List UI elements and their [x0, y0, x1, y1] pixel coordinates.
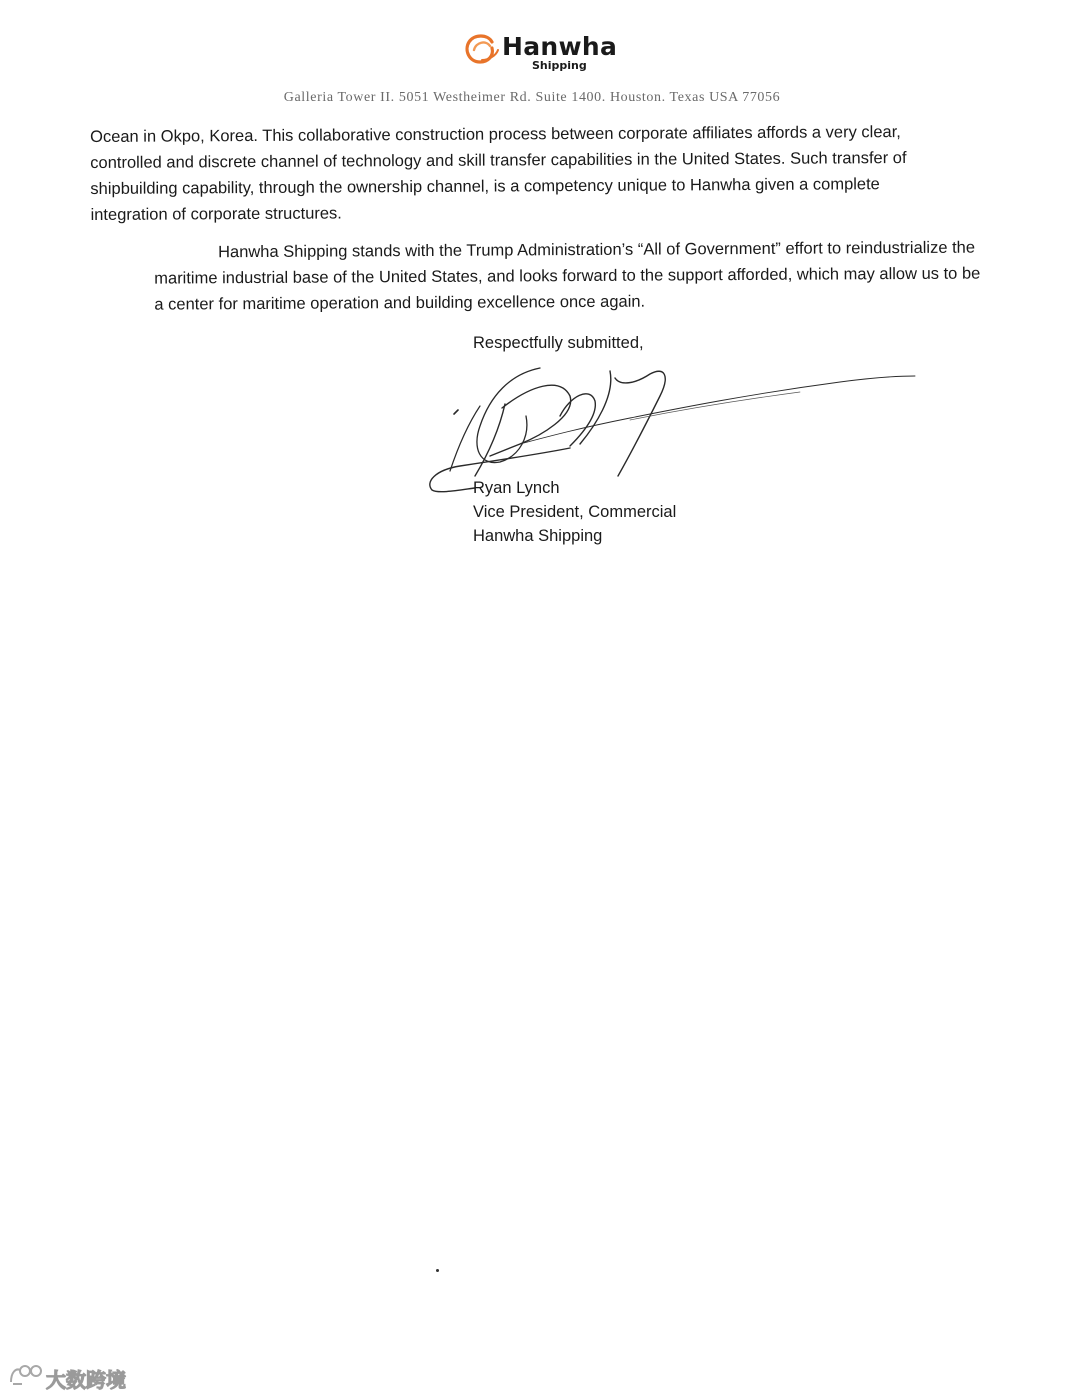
paragraph-line: Hanwha Shipping stands with the Trump Administration’s “All of Government” effort to reindustrialize the — [218, 238, 976, 262]
company-address: Galleria Tower II. 5051 Westheimer Rd. Suite 1400. Houston. Texas USA 77056 — [283, 90, 781, 105]
logo-subtitle: Shipping — [532, 59, 587, 72]
company-logo — [462, 30, 632, 74]
signer-name: Ryan Lynch — [473, 479, 560, 497]
paragraph-line: Ocean in Okpo, Korea. This collaborative construction process between corporate affiliates affords a very clear, — [90, 123, 901, 146]
paragraph-2 — [90, 235, 990, 318]
signer-title: Vice President, Commercial — [473, 503, 677, 521]
watermark-logo-icon — [8, 1362, 44, 1388]
paragraph-line: a center for maritime operation and building excellence once again. — [154, 292, 646, 314]
hanwha-orbit-icon — [462, 30, 502, 70]
watermark-text: 大数跨境 — [46, 1368, 126, 1392]
logo-name: Hanwha — [502, 32, 618, 61]
paragraph-line: controlled and discrete channel of technology and skill transfer capabilities in the United States. Such transfer of — [90, 149, 907, 172]
stray-mark — [436, 1269, 439, 1272]
closing-phrase: Respectfully submitted, — [473, 334, 644, 352]
paragraph-1 — [90, 119, 991, 228]
signer-company: Hanwha Shipping — [473, 527, 603, 545]
paragraph-line: maritime industrial base of the United States, and looks forward to the support afforded, which may allow us to be — [154, 264, 981, 288]
paragraph-line: shipbuilding capability, through the ownership channel, is a competency unique to Hanwha given a complete — [90, 175, 880, 198]
paragraph-line: integration of corporate structures. — [90, 204, 342, 224]
